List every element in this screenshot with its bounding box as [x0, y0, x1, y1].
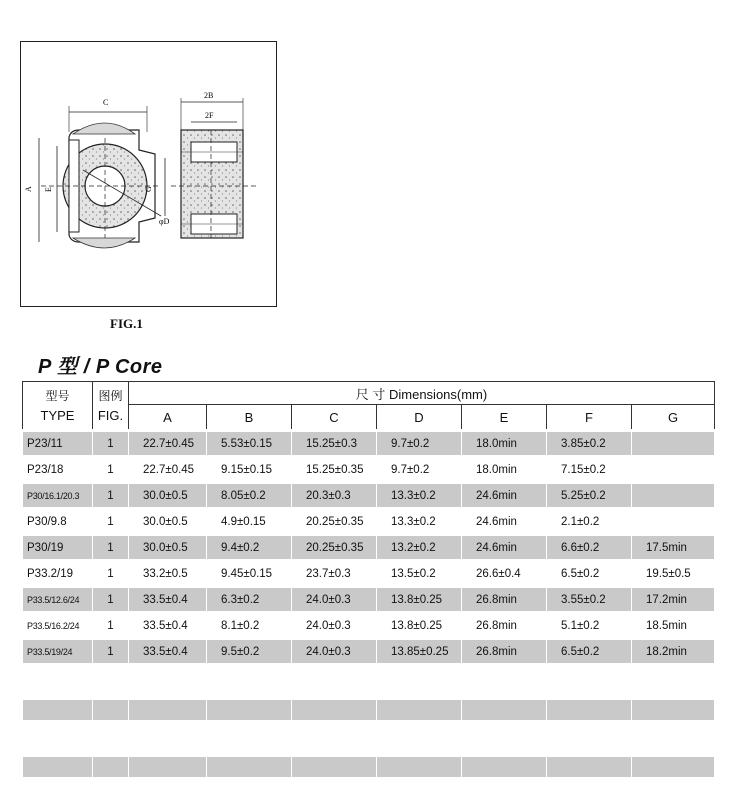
empty-row	[23, 676, 715, 699]
empty-cell	[207, 722, 292, 745]
empty-row	[23, 722, 715, 745]
col-header-c: C	[292, 405, 377, 431]
col-header-d: D	[377, 405, 462, 431]
cell-f: 5.25±0.2	[547, 483, 632, 509]
empty-cell	[93, 676, 129, 699]
cell-a: 33.2±0.5	[129, 561, 207, 587]
cell-d: 13.5±0.2	[377, 561, 462, 587]
cell-a: 22.7±0.45	[129, 457, 207, 483]
empty-cell	[377, 745, 462, 756]
table-row	[23, 431, 715, 457]
cell-fig: 1	[93, 613, 129, 639]
empty-cell	[23, 699, 93, 722]
empty-cell	[462, 756, 547, 778]
empty-cell	[207, 699, 292, 722]
empty-cell	[292, 722, 377, 745]
type-header: 型号 TYPE	[23, 382, 93, 431]
empty-cell	[632, 722, 715, 745]
empty-cell	[377, 665, 462, 676]
p-core-drawing	[21, 42, 276, 306]
empty-cell	[547, 745, 632, 756]
empty-cell	[129, 665, 207, 676]
section-title: P 型 / P Core	[38, 356, 163, 378]
empty-cell	[207, 756, 292, 778]
cell-e: 18.0min	[462, 431, 547, 457]
cell-fig: 1	[93, 639, 129, 665]
cell-f: 3.85±0.2	[547, 431, 632, 457]
cell-b: 9.5±0.2	[207, 639, 292, 665]
table-body	[23, 431, 715, 778]
empty-cell	[292, 699, 377, 722]
cell-a: 30.0±0.5	[129, 483, 207, 509]
cell-fig: 1	[93, 431, 129, 457]
cell-e: 26.6±0.4	[462, 561, 547, 587]
cell-fig: 1	[93, 587, 129, 613]
empty-cell	[23, 745, 93, 756]
table-row	[23, 639, 715, 665]
cell-e: 24.6min	[462, 509, 547, 535]
cell-c: 23.7±0.3	[292, 561, 377, 587]
cell-c: 20.25±0.35	[292, 535, 377, 561]
empty-cell	[129, 745, 207, 756]
cell-f: 3.55±0.2	[547, 587, 632, 613]
cell-g: 18.5min	[632, 613, 715, 639]
cell-a: 33.5±0.4	[129, 587, 207, 613]
empty-row	[23, 756, 715, 778]
cell-c: 24.0±0.3	[292, 613, 377, 639]
cell-f: 6.6±0.2	[547, 535, 632, 561]
cell-fig: 1	[93, 561, 129, 587]
table-row	[23, 587, 715, 613]
empty-cell	[207, 745, 292, 756]
cell-c: 20.25±0.35	[292, 509, 377, 535]
empty-row	[23, 665, 715, 676]
cell-b: 9.15±0.15	[207, 457, 292, 483]
empty-cell	[547, 699, 632, 722]
core-figure	[20, 41, 277, 307]
cell-d: 13.8±0.25	[377, 587, 462, 613]
cell-b: 9.4±0.2	[207, 535, 292, 561]
cell-d: 13.85±0.25	[377, 639, 462, 665]
cell-e: 24.6min	[462, 483, 547, 509]
empty-cell	[632, 665, 715, 676]
cell-a: 30.0±0.5	[129, 509, 207, 535]
cell-c: 20.3±0.3	[292, 483, 377, 509]
empty-cell	[129, 699, 207, 722]
empty-cell	[93, 756, 129, 778]
dim-label-a: A	[24, 186, 33, 192]
cell-b: 5.53±0.15	[207, 431, 292, 457]
empty-cell	[632, 676, 715, 699]
cell-b: 6.3±0.2	[207, 587, 292, 613]
cell-c: 15.25±0.35	[292, 457, 377, 483]
empty-cell	[292, 745, 377, 756]
cell-d: 9.7±0.2	[377, 457, 462, 483]
dim-label-2b: 2B	[204, 91, 214, 100]
empty-cell	[377, 722, 462, 745]
cell-type: P30/19	[23, 535, 93, 561]
col-header-a: A	[129, 405, 207, 431]
col-header-f: F	[547, 405, 632, 431]
table-row	[23, 535, 715, 561]
empty-cell	[462, 665, 547, 676]
empty-row	[23, 745, 715, 756]
cell-f: 6.5±0.2	[547, 561, 632, 587]
empty-cell	[129, 722, 207, 745]
empty-cell	[632, 745, 715, 756]
empty-cell	[207, 676, 292, 699]
empty-cell	[292, 676, 377, 699]
table-row	[23, 509, 715, 535]
empty-cell	[377, 699, 462, 722]
cell-type: P30/9.8	[23, 509, 93, 535]
cell-e: 26.8min	[462, 613, 547, 639]
cell-f: 6.5±0.2	[547, 639, 632, 665]
cell-e: 26.8min	[462, 587, 547, 613]
cell-a: 30.0±0.5	[129, 535, 207, 561]
cell-a: 33.5±0.4	[129, 613, 207, 639]
cell-fig: 1	[93, 483, 129, 509]
cell-d: 13.3±0.2	[377, 509, 462, 535]
cell-b: 9.45±0.15	[207, 561, 292, 587]
cell-c: 24.0±0.3	[292, 587, 377, 613]
cell-g	[632, 457, 715, 483]
empty-cell	[632, 699, 715, 722]
cell-fig: 1	[93, 509, 129, 535]
empty-cell	[547, 676, 632, 699]
cell-d: 13.8±0.25	[377, 613, 462, 639]
empty-row	[23, 699, 715, 722]
cell-fig: 1	[93, 457, 129, 483]
table-row	[23, 483, 715, 509]
table-row	[23, 613, 715, 639]
cell-f: 2.1±0.2	[547, 509, 632, 535]
cell-type: P33.2/19	[23, 561, 93, 587]
cell-f: 7.15±0.2	[547, 457, 632, 483]
empty-cell	[547, 756, 632, 778]
empty-cell	[377, 676, 462, 699]
cell-type: P23/18	[23, 457, 93, 483]
cell-b: 8.1±0.2	[207, 613, 292, 639]
dim-label-e: E	[44, 187, 53, 192]
dim-label-2f: 2F	[205, 111, 214, 120]
cell-b: 8.05±0.2	[207, 483, 292, 509]
empty-cell	[632, 756, 715, 778]
empty-cell	[129, 676, 207, 699]
empty-cell	[207, 665, 292, 676]
cell-g	[632, 509, 715, 535]
cell-type: P30/16.1/20.3	[23, 483, 93, 509]
empty-cell	[23, 676, 93, 699]
empty-cell	[462, 699, 547, 722]
empty-cell	[23, 756, 93, 778]
col-header-g: G	[632, 405, 715, 431]
table-row	[23, 457, 715, 483]
cell-e: 26.8min	[462, 639, 547, 665]
table-row	[23, 561, 715, 587]
cell-type: P23/11	[23, 431, 93, 457]
col-header-b: B	[207, 405, 292, 431]
cell-g: 19.5±0.5	[632, 561, 715, 587]
dim-label-c: C	[103, 98, 109, 107]
dimensions-header: 尺 寸 Dimensions(mm)	[129, 382, 715, 405]
cell-type: P33.5/19/24	[23, 639, 93, 665]
cell-g: 17.5min	[632, 535, 715, 561]
empty-cell	[93, 745, 129, 756]
cell-c: 15.25±0.3	[292, 431, 377, 457]
fig-header: 图例 FIG.	[93, 382, 129, 431]
cell-g: 17.2min	[632, 587, 715, 613]
empty-cell	[23, 665, 93, 676]
cell-type: P33.5/12.6/24	[23, 587, 93, 613]
empty-cell	[547, 665, 632, 676]
cell-type: P33.5/16.2/24	[23, 613, 93, 639]
cell-a: 33.5±0.4	[129, 639, 207, 665]
empty-cell	[129, 756, 207, 778]
cell-g	[632, 431, 715, 457]
empty-cell	[292, 756, 377, 778]
cell-d: 9.7±0.2	[377, 431, 462, 457]
cell-g: 18.2min	[632, 639, 715, 665]
col-header-e: E	[462, 405, 547, 431]
cell-c: 24.0±0.3	[292, 639, 377, 665]
dim-label-phi-d: φD	[159, 217, 170, 226]
empty-cell	[93, 722, 129, 745]
dimensions-table	[22, 381, 715, 777]
cell-f: 5.1±0.2	[547, 613, 632, 639]
cell-d: 13.2±0.2	[377, 535, 462, 561]
empty-cell	[23, 722, 93, 745]
empty-cell	[547, 722, 632, 745]
empty-cell	[462, 745, 547, 756]
cell-fig: 1	[93, 535, 129, 561]
empty-cell	[292, 665, 377, 676]
cell-e: 24.6min	[462, 535, 547, 561]
cell-a: 22.7±0.45	[129, 431, 207, 457]
empty-cell	[93, 665, 129, 676]
cell-d: 13.3±0.2	[377, 483, 462, 509]
cell-e: 18.0min	[462, 457, 547, 483]
cell-b: 4.9±0.15	[207, 509, 292, 535]
figure-caption: FIG.1	[110, 316, 143, 331]
cell-g	[632, 483, 715, 509]
empty-cell	[462, 722, 547, 745]
empty-cell	[93, 699, 129, 722]
empty-cell	[462, 676, 547, 699]
dim-label-g: G	[144, 186, 153, 192]
empty-cell	[377, 756, 462, 778]
